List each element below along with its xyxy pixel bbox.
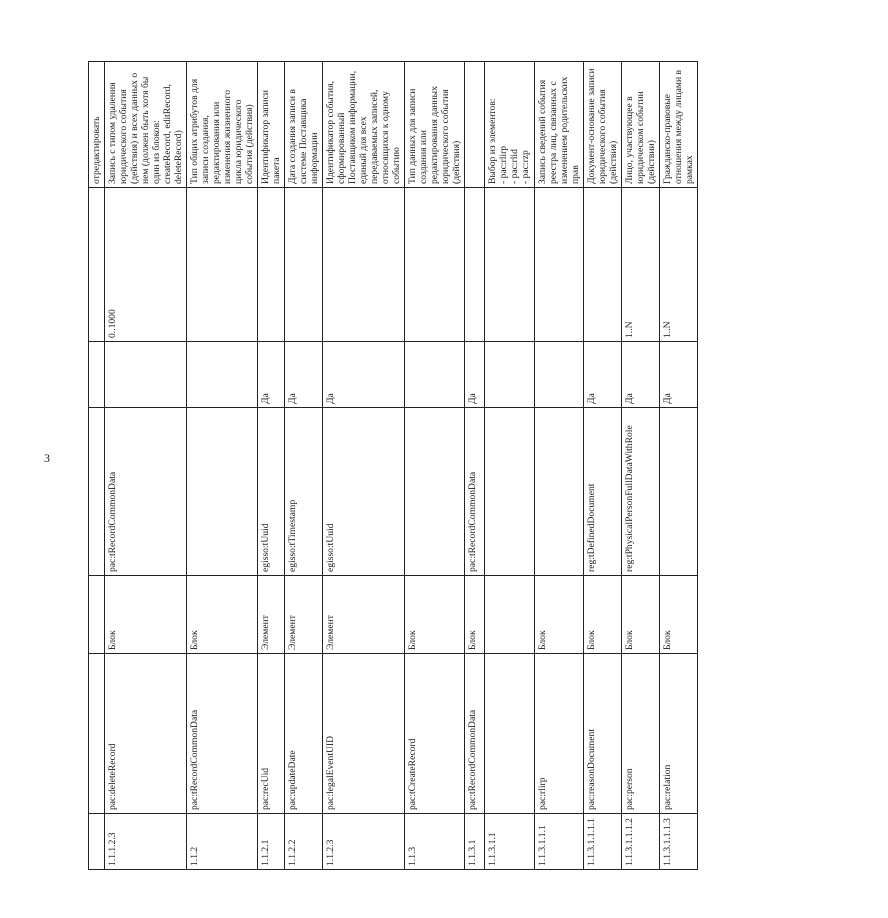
cell-type — [485, 576, 535, 654]
cell-name — [485, 654, 535, 814]
cell-required — [89, 342, 105, 408]
cell-name: pac:person — [622, 654, 660, 814]
cell-required: Да — [465, 342, 485, 408]
table-row — [405, 62, 465, 870]
cell-name: pac:deleteRecord — [105, 654, 187, 814]
cell-data-type: egisso:tUuid — [258, 408, 285, 576]
cell-type: Блок — [187, 576, 258, 654]
cell-required — [485, 342, 535, 408]
cell-name: pac:reasonDocument — [584, 654, 622, 814]
cell-multiplicity — [89, 188, 105, 342]
cell-id: 1.1.3.1.1.1.3 — [660, 814, 698, 870]
cell-multiplicity — [465, 188, 485, 342]
cell-data-type: reg:tPhysicalPersonFullDataWithRole — [622, 408, 660, 576]
cell-id: 1.1.3 — [405, 814, 465, 870]
cell-data-type: reg:tDefinedDocument — [584, 408, 622, 576]
cell-type: Блок — [105, 576, 187, 654]
table-row — [105, 62, 187, 870]
cell-name: pac:updateDate — [285, 654, 323, 814]
table-row — [465, 62, 485, 870]
cell-description: отредактировать — [89, 62, 105, 188]
cell-id: 1.1.3.1.1.1 — [535, 814, 584, 870]
table-row — [535, 62, 584, 870]
cell-name: pac:recUid — [258, 654, 285, 814]
cell-multiplicity — [584, 188, 622, 342]
cell-name: pac:rlirp — [535, 654, 584, 814]
cell-required: Да — [622, 342, 660, 408]
cell-required — [187, 342, 258, 408]
cell-type: Блок — [660, 576, 698, 654]
cell-required: Да — [258, 342, 285, 408]
cell-multiplicity — [485, 188, 535, 342]
cell-description: Лицо, участвующее в юридическом событии (действии) — [622, 62, 660, 188]
cell-multiplicity — [535, 188, 584, 342]
cell-type: Элемент — [258, 576, 285, 654]
rotated-table-container — [88, 68, 888, 870]
cell-description: Гражданско-правовые отношения между лицами в рамках — [660, 62, 698, 188]
cell-required — [535, 342, 584, 408]
cell-required: Да — [323, 342, 405, 408]
cell-required — [105, 342, 187, 408]
cell-data-type: pac:tRecordCommonData — [105, 408, 187, 576]
table-row — [187, 62, 258, 870]
table-row — [323, 62, 405, 870]
cell-data-type — [405, 408, 465, 576]
cell-description — [465, 62, 485, 188]
cell-description: Дата создания записи в системе Поставщика информации — [285, 62, 323, 188]
cell-required: Да — [584, 342, 622, 408]
cell-required: Да — [285, 342, 323, 408]
cell-name: pac:relation — [660, 654, 698, 814]
cell-id: 1.1.1.2.3 — [105, 814, 187, 870]
cell-id: 1.1.2.2 — [285, 814, 323, 870]
cell-id: 1.1.2.3 — [323, 814, 405, 870]
cell-data-type — [89, 408, 105, 576]
cell-type: Блок — [405, 576, 465, 654]
cell-description: Тип данных для записи создания или редактирования данных юридического события (действия) — [405, 62, 465, 188]
cell-type: Элемент — [323, 576, 405, 654]
cell-description: Выбор из элементов: - pac:rlirp - pac:rlid - pac:rzp — [485, 62, 535, 188]
cell-type: Блок — [535, 576, 584, 654]
cell-description: Запись сведений события реестра лиц, связанных с изменением родительских прав — [535, 62, 584, 188]
cell-id: 1.1.3.1.1.1.1 — [584, 814, 622, 870]
page-number: 3 — [44, 451, 50, 465]
cell-id — [89, 814, 105, 870]
cell-id: 1.1.2 — [187, 814, 258, 870]
cell-type — [89, 576, 105, 654]
cell-name — [89, 654, 105, 814]
cell-id: 1.1.3.1.1.1.2 — [622, 814, 660, 870]
cell-data-type — [660, 408, 698, 576]
cell-type: Блок — [584, 576, 622, 654]
table-row — [584, 62, 622, 870]
schema-table-body — [89, 62, 698, 870]
table-row — [89, 62, 105, 870]
cell-required: Да — [660, 342, 698, 408]
cell-multiplicity: 0..1000 — [105, 188, 187, 342]
cell-required — [405, 342, 465, 408]
table-row — [622, 62, 660, 870]
cell-name: pac:tRecordCommonData — [465, 654, 485, 814]
cell-multiplicity: 1..N — [622, 188, 660, 342]
table-row — [660, 62, 698, 870]
cell-name: pac:tCreateRecord — [405, 654, 465, 814]
cell-description: Идентификатор записи пакета — [258, 62, 285, 188]
cell-multiplicity — [258, 188, 285, 342]
cell-type: Блок — [465, 576, 485, 654]
cell-type: Элемент — [285, 576, 323, 654]
cell-data-type: pac:tRecordCommonData — [465, 408, 485, 576]
cell-data-type: egisso:tTimestamp — [285, 408, 323, 576]
cell-description: Запись с типом удаления юридического события (действия) и всех данных о нем (должен быть хотя бы один из блоков: createRecord, editRecord, deleteRecord) — [105, 62, 187, 188]
table-row — [258, 62, 285, 870]
cell-id: 1.1.2.1 — [258, 814, 285, 870]
cell-multiplicity — [187, 188, 258, 342]
cell-multiplicity — [405, 188, 465, 342]
cell-id: 1.1.3.1.1 — [485, 814, 535, 870]
cell-data-type — [535, 408, 584, 576]
cell-data-type: egisso:tUuid — [323, 408, 405, 576]
schema-table — [88, 61, 698, 870]
cell-description: Документ-основание записи юридического события (действия) — [584, 62, 622, 188]
cell-description: Тип общих атрибутов для записи создания, редактирования или изменения жизненного цикла юридического события (действия) — [187, 62, 258, 188]
cell-name: pac:legalEventUID — [323, 654, 405, 814]
cell-id: 1.1.3.1 — [465, 814, 485, 870]
table-row — [285, 62, 323, 870]
cell-multiplicity — [323, 188, 405, 342]
cell-multiplicity: 1..N — [660, 188, 698, 342]
cell-data-type — [485, 408, 535, 576]
cell-multiplicity — [285, 188, 323, 342]
cell-name: pac:tRecordCommonData — [187, 654, 258, 814]
cell-data-type — [187, 408, 258, 576]
cell-type: Блок — [622, 576, 660, 654]
table-row — [485, 62, 535, 870]
cell-description: Идентификатор события, сформированный Поставщиком информации, единый для всех передаваемых записей, относящихся к одному событию — [323, 62, 405, 188]
